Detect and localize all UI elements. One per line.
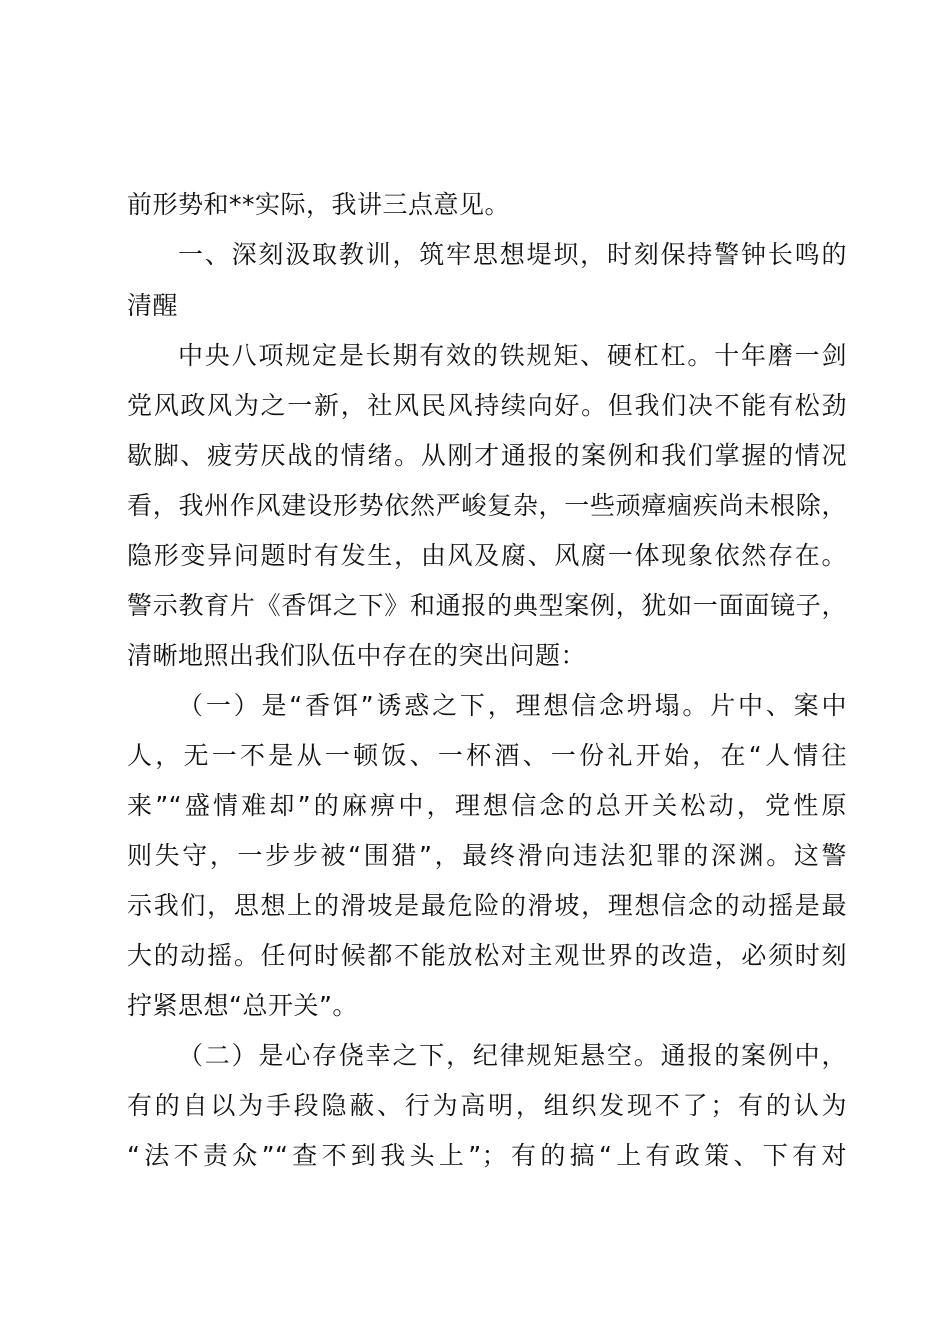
paragraph-line: 看，我州作风建设形势依然严峻复杂，一些顽瘴痼疾尚未根除， <box>127 491 847 520</box>
paragraph-line: 前形势和**实际，我讲三点意见。 <box>127 190 511 219</box>
paragraph-line: （二）是心存侥幸之下，纪律规矩悬空。通报的案例中， <box>178 1041 847 1070</box>
paragraph-line: 清晰地照出我们队伍中存在的突出问题： <box>127 641 587 670</box>
paragraph-line: 示我们，思想上的滑坡是最危险的滑坡，理想信念的动摇是最 <box>127 891 847 920</box>
paragraph-line: 隐形变异问题时有发生，由风及腐、风腐一体现象依然存在。 <box>127 541 847 570</box>
paragraph-line: （一）是“香饵”诱惑之下，理想信念坍塌。片中、案中 <box>178 691 847 720</box>
paragraph-line: 中央八项规定是长期有效的铁规矩、硬杠杠。十年磨一剑 <box>178 341 847 370</box>
paragraph-line: 警示教育片《香饵之下》和通报的典型案例，犹如一面面镜子， <box>127 591 847 620</box>
paragraph-line: 党风政风为之一新，社风民风持续向好。但我们决不能有松劲 <box>127 391 847 420</box>
paragraph-line: 来”“盛情难却”的麻痹中，理想信念的总开关松动，党性原 <box>127 791 847 820</box>
section-heading-line: 清醒 <box>127 291 179 320</box>
paragraph-line: 歇脚、疲劳厌战的情绪。从刚才通报的案例和我们掌握的情况 <box>127 441 847 470</box>
paragraph-line: 大的动摇。任何时候都不能放松对主观世界的改造，必须时刻 <box>127 941 847 970</box>
paragraph-line: 拧紧思想“总开关”。 <box>127 991 358 1020</box>
paragraph-line: 则失守，一步步被“围猎”，最终滑向违法犯罪的深渊。这警 <box>127 841 847 870</box>
paragraph-line: 人，无一不是从一顿饭、一杯酒、一份礼开始，在“人情往 <box>127 741 847 770</box>
paragraph-line: 有的自以为手段隐蔽、行为高明，组织发现不了；有的认为 <box>127 1091 847 1120</box>
section-heading-line: 一、深刻汲取教训，筑牢思想堤坝，时刻保持警钟长鸣的 <box>178 240 847 269</box>
paragraph-line: “法不责众”“查不到我头上”；有的搞“上有政策、下有对 <box>127 1141 847 1170</box>
